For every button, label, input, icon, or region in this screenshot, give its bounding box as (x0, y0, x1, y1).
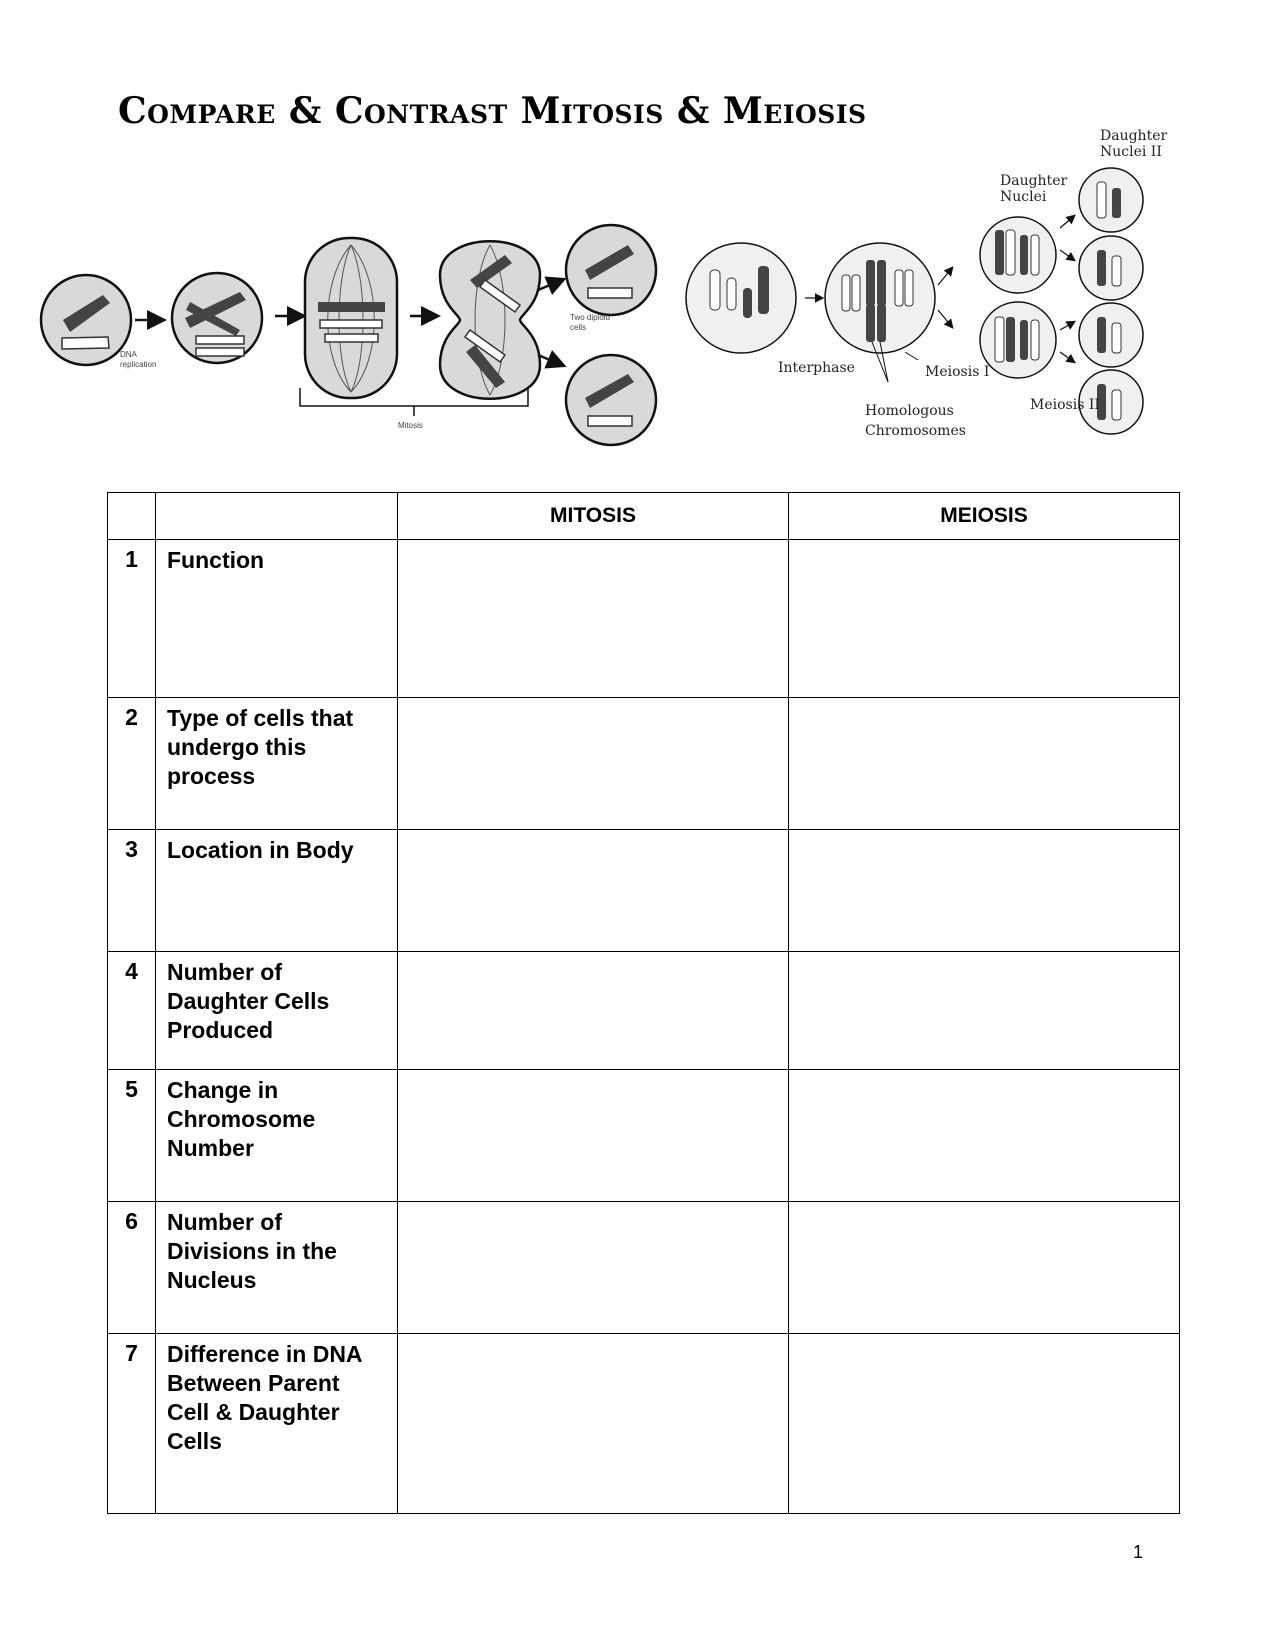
row-label: Type of cells that undergo this process (156, 698, 398, 830)
daughter-nucleus-ii-3 (1079, 303, 1143, 367)
chromosome-light (62, 337, 109, 349)
table-row (108, 1202, 1180, 1334)
row-number: 2 (108, 698, 156, 830)
daughter-nuclei-label-2: Nuclei (1000, 189, 1047, 205)
mitosis-answer-cell[interactable] (398, 952, 789, 1070)
homologous-label-2: Chromosomes (865, 423, 966, 439)
arrow (1060, 322, 1074, 330)
table-header-row (108, 493, 1180, 540)
mitosis-label: Mitosis (398, 421, 423, 430)
metaphase-cell (305, 238, 397, 398)
interphase-cell (686, 243, 796, 353)
two-diploid-label-2: cells (570, 323, 587, 332)
interphase-label: Interphase (778, 360, 855, 376)
mitosis-diagram (41, 225, 656, 445)
row-label: Change in Chromosome Number (156, 1070, 398, 1202)
row-number: 5 (108, 1070, 156, 1202)
mitosis-answer-cell[interactable] (398, 1334, 789, 1514)
row-label: Number of Daughter Cells Produced (156, 952, 398, 1070)
cell-division-diagram (0, 120, 1275, 450)
daughter-nucleus-bottom (980, 302, 1056, 378)
meiosis-answer-cell[interactable] (789, 830, 1180, 952)
daughter-nucleus-ii-1 (1079, 168, 1143, 232)
row-number: 7 (108, 1334, 156, 1514)
mitosis-answer-cell[interactable] (398, 1202, 789, 1334)
mitosis-answer-cell[interactable] (398, 540, 789, 698)
page-number: 1 (1133, 1542, 1144, 1562)
row-label: Number of Divisions in the Nucleus (156, 1202, 398, 1334)
meiosis-answer-cell[interactable] (789, 1202, 1180, 1334)
row-number: 3 (108, 830, 156, 952)
row-number: 4 (108, 952, 156, 1070)
page-title: Compare & Contrast Mitosis & Meiosis (118, 90, 867, 132)
dna-replication-label-2: replication (120, 360, 157, 369)
header-num (108, 493, 156, 540)
meiosis-ii-label: Meiosis II (1030, 397, 1100, 413)
row-label: Difference in DNA Between Parent Cell & Daughter Cells (156, 1334, 398, 1514)
table-row (108, 1334, 1180, 1514)
row-label: Location in Body (156, 830, 398, 952)
daughter-nucleus-ii-2 (1079, 236, 1143, 300)
header-meiosis: MEIOSIS (789, 493, 1180, 540)
arrow (1060, 250, 1074, 260)
arrow (538, 280, 562, 290)
arrow (538, 355, 562, 365)
daughter-nucleus-top (980, 217, 1056, 293)
homologous-label-1: Homologous (865, 403, 954, 419)
comparison-table (107, 492, 1180, 1514)
row-number: 1 (108, 540, 156, 698)
arrow (1060, 352, 1074, 362)
table-row (108, 698, 1180, 830)
arrow (1060, 216, 1074, 228)
daughter-cell-top (566, 225, 656, 315)
meiosis-answer-cell[interactable] (789, 540, 1180, 698)
meiosis-diagram (686, 128, 1167, 439)
mitosis-answer-cell[interactable] (398, 830, 789, 952)
mitosis-answer-cell[interactable] (398, 698, 789, 830)
row-label: Function (156, 540, 398, 698)
meiosis-answer-cell[interactable] (789, 698, 1180, 830)
table-row (108, 830, 1180, 952)
daughter-nuclei-ii-label-2: Nuclei II (1100, 144, 1162, 160)
meiosis-answer-cell[interactable] (789, 1334, 1180, 1514)
daughter-cell-bottom (566, 355, 656, 445)
table-row (108, 540, 1180, 698)
table-row (108, 952, 1180, 1070)
two-diploid-label-1: Two diploid (570, 313, 611, 322)
mitosis-answer-cell[interactable] (398, 1070, 789, 1202)
arrow (938, 310, 952, 327)
header-label (156, 493, 398, 540)
dna-replication-label-1: DNA (120, 350, 137, 359)
meiosis-i-label: Meiosis I (925, 364, 990, 380)
meiosis-answer-cell[interactable] (789, 1070, 1180, 1202)
header-mitosis: MITOSIS (398, 493, 789, 540)
arrow (938, 268, 952, 285)
row-number: 6 (108, 1202, 156, 1334)
meiosis-answer-cell[interactable] (789, 952, 1180, 1070)
daughter-nuclei-label-1: Daughter (1000, 173, 1068, 189)
table-row (108, 1070, 1180, 1202)
daughter-nuclei-ii-label-1: Daughter (1100, 128, 1168, 144)
